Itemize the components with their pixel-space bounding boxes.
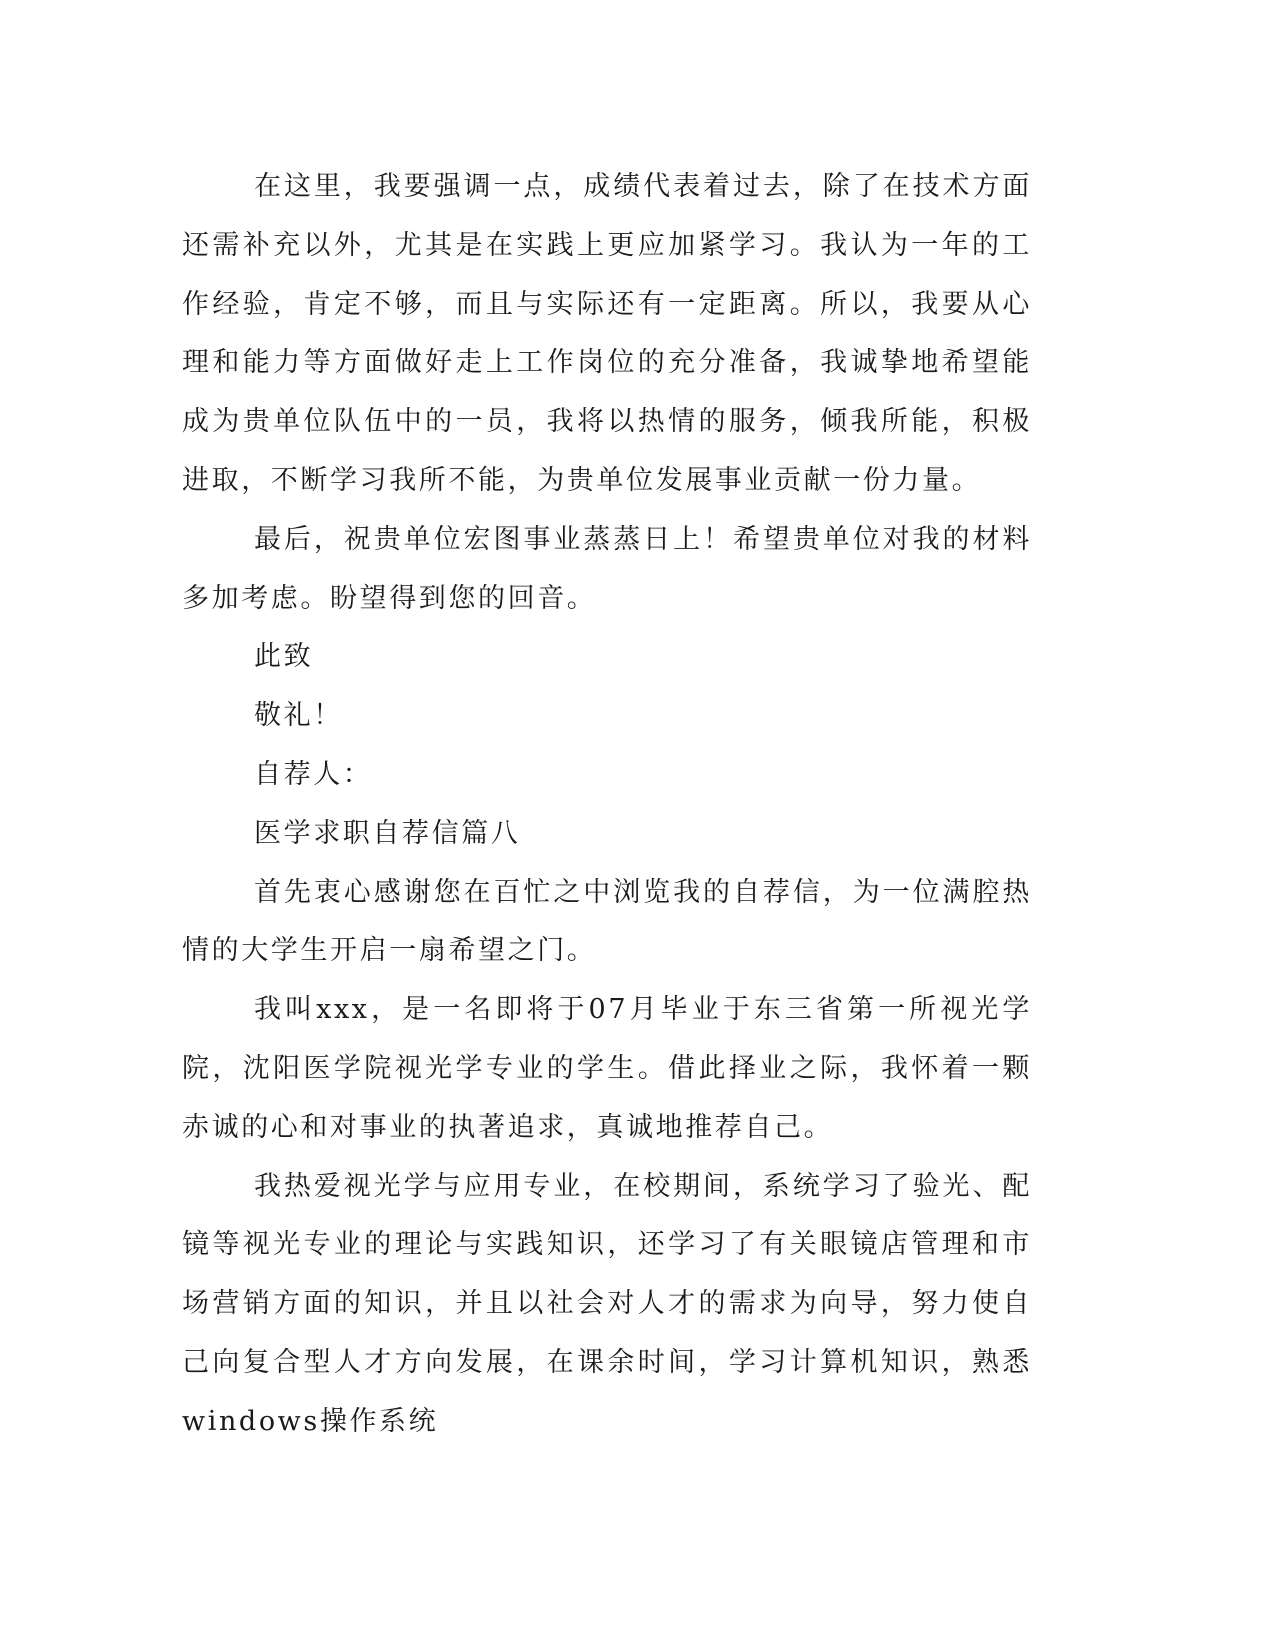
closing-line: 此致: [254, 641, 314, 673]
signature-line: 自荐人：: [254, 758, 373, 790]
section-title: 医学求职自荐信篇八: [254, 817, 521, 849]
paragraph-introduction: 我叫xxx，是一名即将于07月毕业于东三省第一所视光学院，沈阳医学院视光学专业的学生。借此择业之际，我怀着一颗赤诚的心和对事业的执著追求，真诚地推荐自己。: [182, 994, 1032, 1143]
salute-line: 敬礼！: [254, 700, 343, 732]
paragraph-thanks: 首先衷心感谢您在百忙之中浏览我的自荐信，为一位满腔热情的大学生开启一扇希望之门。: [182, 876, 1032, 967]
paragraph-studies: 我热爱视光学与应用专业，在校期间，系统学习了验光、配镜等视光专业的理论与实践知识，还学习了有关眼镜店管理和市场营销方面的知识，并且以社会对人才的需求为向导，努力使自己向复合型人才方向发展，在课余时间，学习计算机知识，熟悉windows操作系统: [182, 1170, 1032, 1437]
document-body: [182, 158, 1032, 1452]
paragraph-wishes: 最后，祝贵单位宏图事业蒸蒸日上！希望贵单位对我的材料多加考虑。盼望得到您的回音。: [182, 523, 1032, 614]
paragraph-strengths: 在这里，我要强调一点，成绩代表着过去，除了在技术方面还需补充以外，尤其是在实践上更应加紧学习。我认为一年的工作经验，肯定不够，而且与实际还有一定距离。所以，我要从心理和能力等方面做好走上工作岗位的充分准备，我诚挚地希望能成为贵单位队伍中的一员，我将以热情的服务，倾我所能，积极进取，不断学习我所不能，为贵单位发展事业贡献一份力量。: [182, 171, 1032, 496]
